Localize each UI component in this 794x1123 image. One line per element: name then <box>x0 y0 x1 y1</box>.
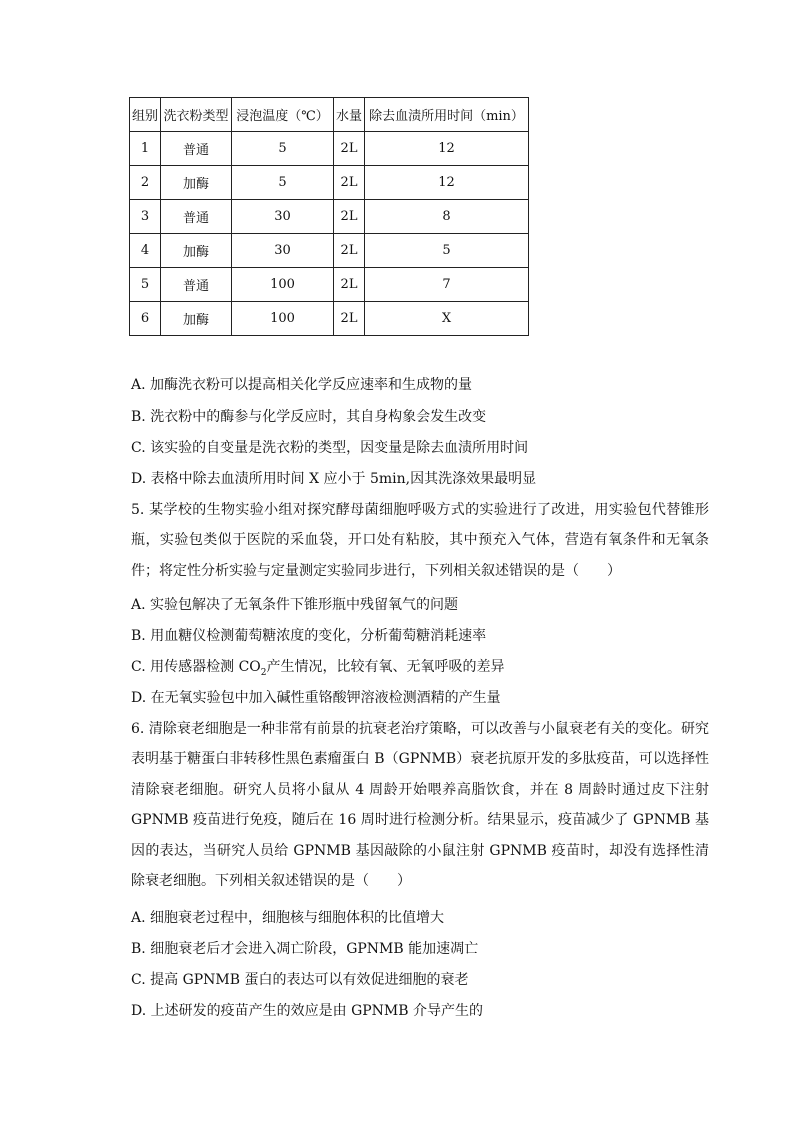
table-header-cell: 除去血渍所用时间（min） <box>365 98 529 132</box>
q6-stem: 6. 清除衰老细胞是一种非常有前景的抗衰老治疗策略，可以改善与小鼠衰老有关的变化。研究表明基于糖蛋白非转移性黑色素瘤蛋白 B（GPNMB）衰老抗原开发的多肽疫苗，可以选择性清除衰老细胞。研究人员将小鼠从 4 周龄开始喂养高脂饮食，并在 8 周龄时通过皮下注射 GPNMB 疫苗进行免疫，随后在 16 周时进行检测分析。结果显示，疫苗减少了 GPNMB 基因的表达，当研究人员给 GPNMB 基因敲除的小鼠注射 GPNMB 疫苗时，却没有选择性清除衰老细胞。下列相关叙述错误的是（ ） <box>131 721 709 890</box>
q5-option-c-text: 产生情况，比较有氧、无氧呼吸的差异 <box>266 659 505 675</box>
table-header-row <box>130 98 529 132</box>
table-row <box>130 302 529 336</box>
table-cell: 30 <box>232 200 334 234</box>
table-row <box>130 200 529 234</box>
table-cell: 加酶 <box>161 166 232 200</box>
q5-stem: 5. 某学校的生物实验小组对探究酵母菌细胞呼吸方式的实验进行了改进，用实验包代替锥形瓶，实验包类似于医院的采血袋，开口处有粘胶，其中预充入气体，营造有氧条件和无氧条件；将定性分析实验与定量测定实验同步进行，下列相关叙述错误的是（ ） <box>131 502 709 579</box>
table-cell: 30 <box>232 234 334 268</box>
table-cell: 7 <box>365 268 529 302</box>
q4-option-d: D. 表格中除去血渍所用时间 X 应小于 5min,因其洗涤效果最明显 <box>131 471 537 487</box>
q5-option-b: B. 用血糖仪检测葡萄糖浓度的变化，分析葡萄糖消耗速率 <box>131 628 487 644</box>
table-cell: 2L <box>334 132 365 166</box>
table-cell: 5 <box>232 132 334 166</box>
table-cell: 12 <box>365 166 529 200</box>
table-row <box>130 234 529 268</box>
q5-option-d: D. 在无氧实验包中加入碱性重铬酸钾溶液检测酒精的产生量 <box>131 690 501 706</box>
experiment-table <box>129 97 529 336</box>
table-row <box>130 166 529 200</box>
q4-option-a: A. 加酶洗衣粉可以提高相关化学反应速率和生成物的量 <box>131 377 473 393</box>
q6-option-b: B. 细胞衰老后才会进入凋亡阶段，GPNMB 能加速凋亡 <box>131 941 479 957</box>
table-header-cell: 洗衣粉类型 <box>161 98 232 132</box>
q5-option-c-text: C. 用传感器检测 CO <box>131 659 261 675</box>
table-cell: 2L <box>334 302 365 336</box>
table-cell: 1 <box>130 132 161 166</box>
table-header-cell: 组别 <box>130 98 161 132</box>
table-cell: 2L <box>334 166 365 200</box>
table-cell: 加酶 <box>161 302 232 336</box>
table-header-cell: 水量 <box>334 98 365 132</box>
table-cell: 5 <box>130 268 161 302</box>
q4-option-c: C. 该实验的自变量是洗衣粉的类型，因变量是除去血渍所用时间 <box>131 440 529 456</box>
table-row <box>130 132 529 166</box>
table-row <box>130 268 529 302</box>
table-cell: 100 <box>232 302 334 336</box>
q4-option-b: B. 洗衣粉中的酶参与化学反应时，其自身构象会发生改变 <box>131 409 487 425</box>
table-cell: 5 <box>232 166 334 200</box>
table-cell: 4 <box>130 234 161 268</box>
q5-option-c <box>131 656 505 678</box>
table-cell: 6 <box>130 302 161 336</box>
table-cell: X <box>365 302 529 336</box>
q6-option-a: A. 细胞衰老过程中，细胞核与细胞体积的比值增大 <box>131 910 445 926</box>
table-header-cell: 浸泡温度（℃） <box>232 98 334 132</box>
table-cell: 3 <box>130 200 161 234</box>
table-cell: 2L <box>334 268 365 302</box>
q6-option-c: C. 提高 GPNMB 蛋白的表达可以有效促进细胞的衰老 <box>131 972 469 988</box>
table-cell: 普通 <box>161 132 232 166</box>
table-cell: 2 <box>130 166 161 200</box>
table-cell: 2L <box>334 200 365 234</box>
table-cell: 100 <box>232 268 334 302</box>
q6-option-d: D. 上述研发的疫苗产生的效应是由 GPNMB 介导产生的 <box>131 1003 484 1019</box>
table-cell: 加酶 <box>161 234 232 268</box>
table-cell: 普通 <box>161 268 232 302</box>
table-cell: 普通 <box>161 200 232 234</box>
table-cell: 8 <box>365 200 529 234</box>
table-cell: 12 <box>365 132 529 166</box>
q5-option-a: A. 实验包解决了无氧条件下锥形瓶中残留氧气的问题 <box>131 597 459 613</box>
subscript: 2 <box>260 667 267 678</box>
table-cell: 2L <box>334 234 365 268</box>
table-cell: 5 <box>365 234 529 268</box>
